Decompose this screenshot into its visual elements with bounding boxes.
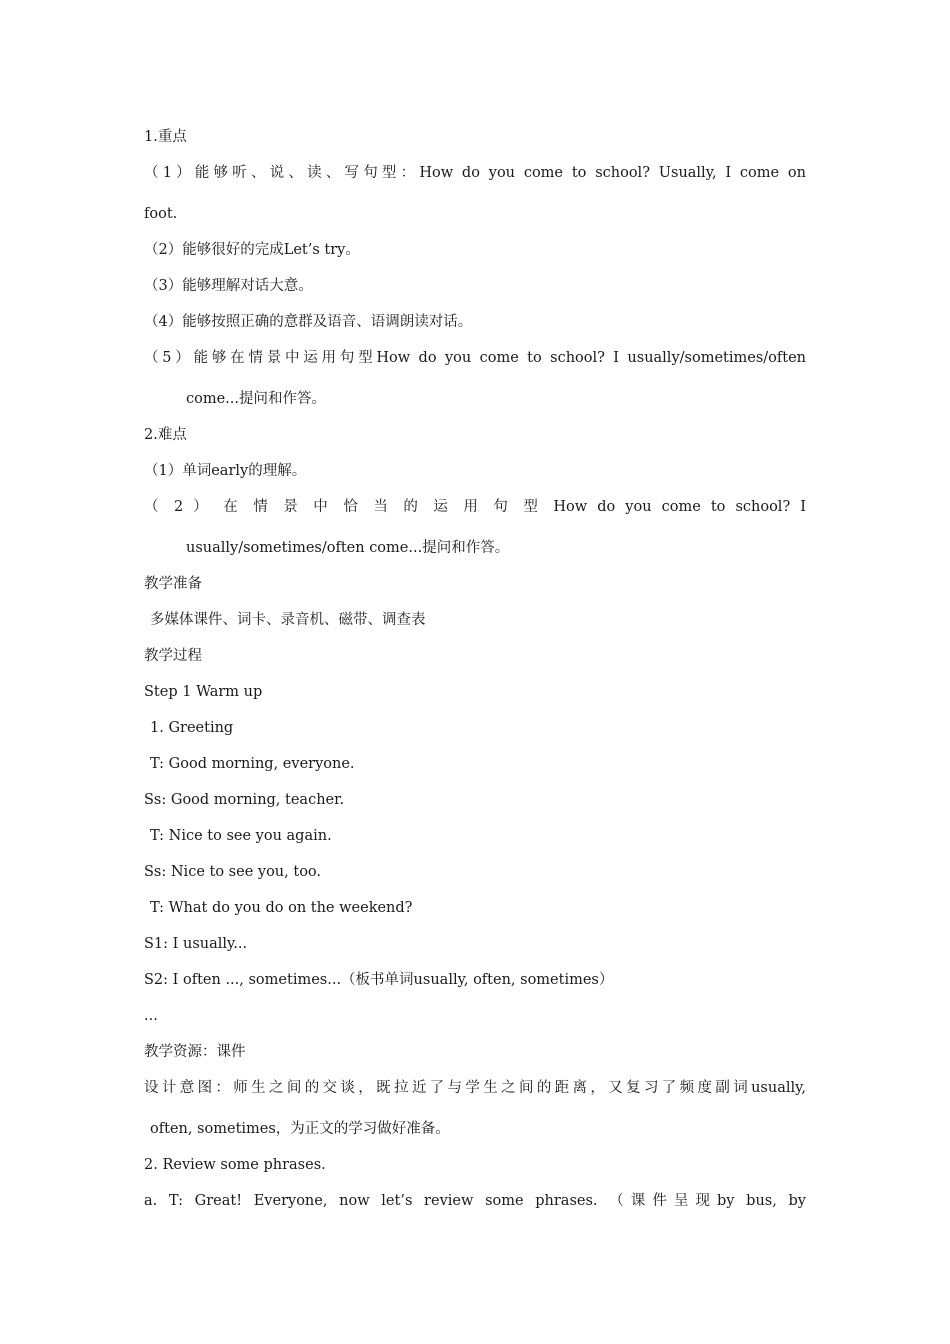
step-1-title: Step 1 Warm up [144, 684, 263, 700]
ellipsis: ... [144, 1008, 158, 1024]
design-intent-cont: often, sometimes，为正文的学习做好准备。 [150, 1121, 450, 1137]
dialogue-line: T: Good morning, everyone. [150, 756, 355, 772]
difficulty-2: （ 2 ） 在 情 景 中 恰 当 的 运 用 句 型 How do you come to school? I [144, 499, 806, 515]
heading-process: 教学过程 [144, 648, 202, 664]
review-phrases-title: 2. Review some phrases. [144, 1157, 326, 1173]
dialogue-line: Ss: Good morning, teacher. [144, 792, 345, 808]
dialogue-line: T: What do you do on the weekend? [150, 900, 413, 916]
heading-difficulties: 2.难点 [144, 427, 187, 443]
key-point-3: （3）能够理解对话大意。 [144, 278, 313, 294]
key-point-2: （2）能够很好的完成Let’s try。 [144, 242, 360, 258]
dialogue-line: Ss: Nice to see you, too. [144, 864, 322, 880]
dialogue-line: T: Nice to see you again. [150, 828, 332, 844]
teaching-resource: 教学资源：课件 [144, 1044, 246, 1060]
dialogue-line: S2: I often ..., sometimes...（板书单词usually, often, sometimes） [144, 972, 614, 988]
key-point-1-cont: foot. [144, 206, 178, 222]
review-phrases-a: a. T: Great! Everyone, now let’s review some phrases. （课件呈现by bus, by [144, 1193, 806, 1209]
difficulty-2-cont: usually/sometimes/often come...提问和作答。 [186, 540, 510, 556]
heading-key-points: 1.重点 [144, 129, 187, 145]
greeting-title: 1. Greeting [150, 720, 234, 736]
heading-preparation: 教学准备 [144, 576, 202, 592]
design-intent: 设计意图：师生之间的交谈，既拉近了与学生之间的距离，又复习了频度副词usually, [144, 1080, 806, 1096]
key-point-1: （1）能够听、说、读、写句型：How do you come to school? Usually, I come on [144, 165, 806, 181]
preparation-materials: 多媒体课件、词卡、录音机、磁带、调查表 [150, 612, 426, 628]
key-point-4: （4）能够按照正确的意群及语音、语调朗读对话。 [144, 314, 473, 330]
dialogue-line: S1: I usually... [144, 936, 248, 952]
difficulty-1: （1）单词early的理解。 [144, 463, 307, 479]
key-point-5: （5）能够在情景中运用句型How do you come to school? I usually/sometimes/often [144, 350, 806, 366]
key-point-5-cont: come...提问和作答。 [186, 391, 327, 407]
